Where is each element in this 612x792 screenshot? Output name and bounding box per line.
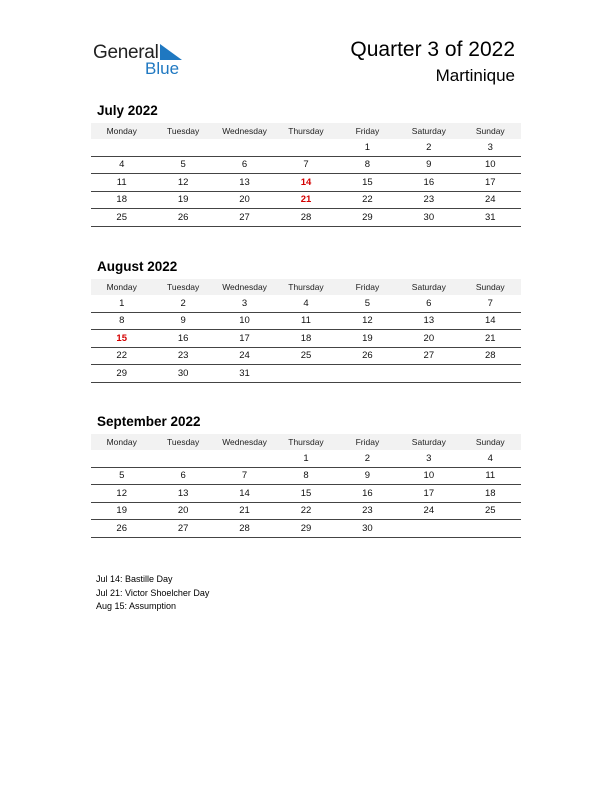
day-cell: 17 xyxy=(398,485,459,503)
day-cell: 25 xyxy=(275,347,336,365)
day-cell: 24 xyxy=(214,347,275,365)
week-row xyxy=(91,312,521,330)
day-cell: 1 xyxy=(91,295,152,312)
empty-day-cell xyxy=(398,520,459,538)
weekday-header: Tuesday xyxy=(152,123,213,139)
calendar-table xyxy=(91,279,521,383)
weekday-header: Thursday xyxy=(275,434,336,450)
holiday-note: Aug 15: Assumption xyxy=(96,601,177,611)
weekday-header: Monday xyxy=(91,123,152,139)
week-row xyxy=(91,295,521,312)
day-cell: 12 xyxy=(91,485,152,503)
day-cell: 1 xyxy=(275,450,336,467)
day-cell: 18 xyxy=(91,191,152,209)
day-cell: 2 xyxy=(152,295,213,312)
week-row xyxy=(91,209,521,227)
day-cell: 29 xyxy=(337,209,398,227)
weekday-header: Saturday xyxy=(398,279,459,295)
day-cell: 19 xyxy=(91,502,152,520)
day-cell: 6 xyxy=(152,467,213,485)
empty-day-cell xyxy=(398,365,459,383)
day-cell: 7 xyxy=(460,295,521,312)
empty-day-cell xyxy=(460,520,521,538)
day-cell: 21 xyxy=(460,330,521,348)
weekday-header: Tuesday xyxy=(152,434,213,450)
day-cell: 31 xyxy=(214,365,275,383)
day-cell: 11 xyxy=(91,174,152,192)
day-cell: 26 xyxy=(152,209,213,227)
week-row xyxy=(91,520,521,538)
day-cell: 11 xyxy=(275,312,336,330)
week-row xyxy=(91,365,521,383)
day-cell: 5 xyxy=(152,156,213,174)
weekday-header: Saturday xyxy=(398,434,459,450)
weekday-header: Wednesday xyxy=(214,434,275,450)
day-cell: 23 xyxy=(337,502,398,520)
weekday-header: Wednesday xyxy=(214,123,275,139)
weekday-header: Friday xyxy=(337,123,398,139)
weekday-header: Monday xyxy=(91,434,152,450)
weekday-header: Saturday xyxy=(398,123,459,139)
day-cell: 17 xyxy=(460,174,521,192)
day-cell: 20 xyxy=(398,330,459,348)
week-row xyxy=(91,347,521,365)
day-cell: 28 xyxy=(460,347,521,365)
empty-day-cell xyxy=(275,365,336,383)
logo-triangle-icon xyxy=(160,44,182,60)
day-cell: 28 xyxy=(275,209,336,227)
day-cell: 4 xyxy=(460,450,521,467)
weekday-header-row xyxy=(91,279,521,295)
calendar-table xyxy=(91,434,521,538)
empty-day-cell xyxy=(460,365,521,383)
day-cell: 8 xyxy=(91,312,152,330)
day-cell: 25 xyxy=(460,502,521,520)
day-cell: 10 xyxy=(460,156,521,174)
day-cell: 12 xyxy=(337,312,398,330)
day-cell: 9 xyxy=(398,156,459,174)
day-cell: 3 xyxy=(214,295,275,312)
day-cell: 29 xyxy=(91,365,152,383)
empty-day-cell xyxy=(275,139,336,156)
empty-day-cell xyxy=(91,139,152,156)
day-cell: 1 xyxy=(337,139,398,156)
day-cell: 11 xyxy=(460,467,521,485)
day-cell: 23 xyxy=(398,191,459,209)
day-cell: 17 xyxy=(214,330,275,348)
day-cell: 24 xyxy=(460,191,521,209)
day-cell: 7 xyxy=(275,156,336,174)
empty-day-cell xyxy=(91,450,152,467)
day-cell: 13 xyxy=(214,174,275,192)
month-july xyxy=(91,103,521,227)
week-row xyxy=(91,485,521,503)
day-cell: 19 xyxy=(152,191,213,209)
day-cell: 29 xyxy=(275,520,336,538)
day-cell: 22 xyxy=(91,347,152,365)
weekday-header: Sunday xyxy=(460,434,521,450)
day-cell: 18 xyxy=(275,330,336,348)
week-row xyxy=(91,139,521,156)
day-cell: 27 xyxy=(398,347,459,365)
weekday-header: Sunday xyxy=(460,123,521,139)
day-cell: 4 xyxy=(275,295,336,312)
day-cell: 2 xyxy=(337,450,398,467)
week-row xyxy=(91,467,521,485)
empty-day-cell xyxy=(152,450,213,467)
weekday-header-row xyxy=(91,123,521,139)
day-cell: 20 xyxy=(214,191,275,209)
day-cell: 22 xyxy=(275,502,336,520)
empty-day-cell xyxy=(214,139,275,156)
day-cell: 16 xyxy=(337,485,398,503)
weekday-header: Thursday xyxy=(275,123,336,139)
month-september xyxy=(91,414,521,538)
weekday-header: Tuesday xyxy=(152,279,213,295)
day-cell: 9 xyxy=(152,312,213,330)
day-cell: 26 xyxy=(91,520,152,538)
day-cell: 27 xyxy=(214,209,275,227)
weekday-header: Friday xyxy=(337,279,398,295)
month-title: August 2022 xyxy=(97,259,178,274)
day-cell: 23 xyxy=(152,347,213,365)
week-row xyxy=(91,330,521,348)
empty-day-cell xyxy=(337,365,398,383)
day-cell: 7 xyxy=(214,467,275,485)
day-cell: 3 xyxy=(398,450,459,467)
holiday-day-cell: 15 xyxy=(91,330,152,348)
day-cell: 6 xyxy=(214,156,275,174)
empty-day-cell xyxy=(152,139,213,156)
holiday-note: Jul 21: Victor Shoelcher Day xyxy=(96,587,210,598)
week-row xyxy=(91,450,521,467)
month-title: July 2022 xyxy=(97,103,158,118)
day-cell: 10 xyxy=(398,467,459,485)
day-cell: 3 xyxy=(460,139,521,156)
day-cell: 5 xyxy=(91,467,152,485)
day-cell: 8 xyxy=(275,467,336,485)
day-cell: 30 xyxy=(398,209,459,227)
day-cell: 13 xyxy=(398,312,459,330)
day-cell: 14 xyxy=(214,485,275,503)
day-cell: 31 xyxy=(460,209,521,227)
weekday-header: Sunday xyxy=(460,279,521,295)
day-cell: 5 xyxy=(337,295,398,312)
country-name: Martinique xyxy=(435,66,515,85)
day-cell: 22 xyxy=(337,191,398,209)
empty-day-cell xyxy=(214,450,275,467)
week-row xyxy=(91,174,521,192)
day-cell: 24 xyxy=(398,502,459,520)
holiday-note: Jul 14: Bastille Day xyxy=(96,574,173,584)
weekday-header-row xyxy=(91,434,521,450)
week-row xyxy=(91,502,521,520)
day-cell: 19 xyxy=(337,330,398,348)
weekday-header: Wednesday xyxy=(214,279,275,295)
day-cell: 13 xyxy=(152,485,213,503)
weekday-header: Friday xyxy=(337,434,398,450)
day-cell: 28 xyxy=(214,520,275,538)
calendar-table xyxy=(91,123,521,227)
holiday-notes xyxy=(96,573,209,614)
day-cell: 4 xyxy=(91,156,152,174)
month-august xyxy=(91,259,521,383)
day-cell: 18 xyxy=(460,485,521,503)
day-cell: 26 xyxy=(337,347,398,365)
page-title: Quarter 3 of 2022 xyxy=(350,38,515,61)
day-cell: 14 xyxy=(460,312,521,330)
day-cell: 15 xyxy=(337,174,398,192)
day-cell: 10 xyxy=(214,312,275,330)
day-cell: 16 xyxy=(398,174,459,192)
day-cell: 20 xyxy=(152,502,213,520)
week-row xyxy=(91,156,521,174)
day-cell: 12 xyxy=(152,174,213,192)
day-cell: 27 xyxy=(152,520,213,538)
holiday-day-cell: 14 xyxy=(275,174,336,192)
day-cell: 15 xyxy=(275,485,336,503)
day-cell: 30 xyxy=(152,365,213,383)
day-cell: 6 xyxy=(398,295,459,312)
day-cell: 8 xyxy=(337,156,398,174)
day-cell: 30 xyxy=(337,520,398,538)
logo-text-general: General xyxy=(93,42,159,63)
day-cell: 2 xyxy=(398,139,459,156)
holiday-day-cell: 21 xyxy=(275,191,336,209)
day-cell: 16 xyxy=(152,330,213,348)
generalblue-logo xyxy=(93,40,193,80)
month-title: September 2022 xyxy=(97,414,201,429)
day-cell: 9 xyxy=(337,467,398,485)
logo-text-blue: Blue xyxy=(145,59,180,78)
week-row xyxy=(91,191,521,209)
weekday-header: Monday xyxy=(91,279,152,295)
day-cell: 25 xyxy=(91,209,152,227)
day-cell: 21 xyxy=(214,502,275,520)
weekday-header: Thursday xyxy=(275,279,336,295)
